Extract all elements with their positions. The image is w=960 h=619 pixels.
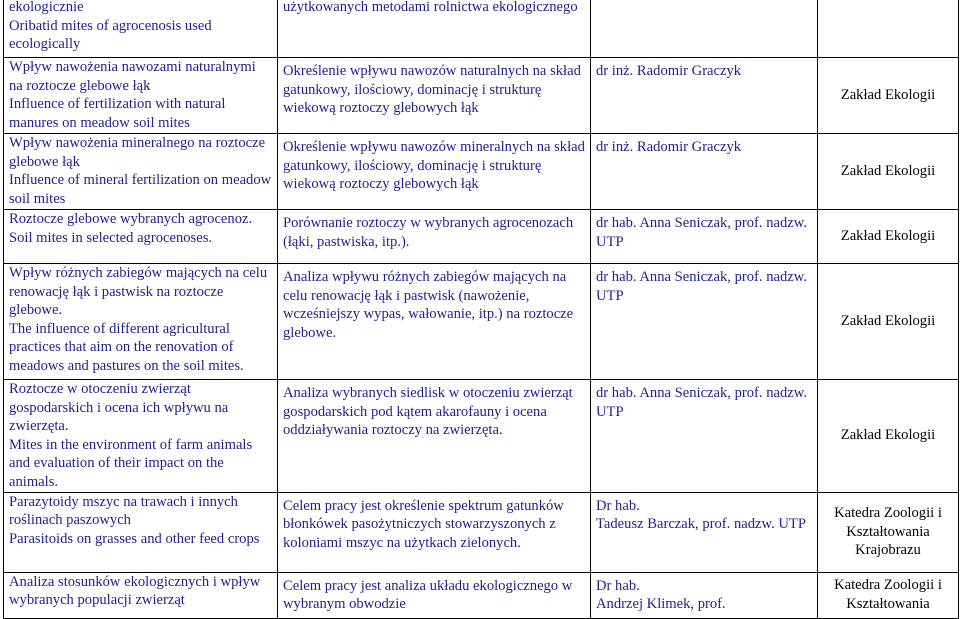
description-cell-line: użytkowanych metodami rolnictwa ekologicznego [283, 0, 578, 15]
topic-cell [4, 58, 278, 134]
topic-cell-line: Soil mites in selected agrocenoses. [9, 229, 213, 246]
table-row [4, 134, 959, 210]
topic-cell-line: ekologicznie [9, 0, 84, 15]
topic-cell [4, 380, 278, 493]
unit-cell [818, 134, 959, 210]
topic-cell [4, 492, 278, 572]
unit-name: Zakład Ekologii [840, 163, 936, 180]
table-row [4, 492, 959, 572]
topic-cell [4, 134, 278, 210]
supervisor-cell-line: dr hab. Anna Seniczak, prof. nadzw. UTP [596, 269, 807, 304]
description-cell-line: Określenie wpływu nawozów naturalnych na skład gatunkowy, ilościowy, dominację i strukturę wiekową roztoczy glebowych łąk [283, 63, 581, 117]
thesis-topics-table [3, 0, 959, 619]
table-body [4, 0, 959, 618]
unit-cell [818, 492, 959, 572]
description-cell [278, 492, 591, 572]
table-row [4, 0, 959, 58]
supervisor-cell [591, 210, 818, 264]
supervisor-cell [591, 58, 818, 134]
description-cell [278, 58, 591, 134]
supervisor-cell-line: dr hab. Anna Seniczak, prof. nadzw. UTP [596, 385, 807, 420]
topic-cell-line: Roztocze w otoczeniu zwierząt gospodarskich i ocena ich wpływu na zwierzęta. [9, 381, 229, 435]
supervisor-cell-line: dr inż. Radomir Graczyk [596, 63, 742, 79]
supervisor-cell-line: dr inż. Radomir Graczyk [596, 139, 742, 155]
unit-name: Zakład Ekologii [840, 427, 936, 444]
description-cell [278, 0, 591, 58]
topic-cell [4, 572, 278, 618]
description-cell-line: Celem pracy jest analiza układu ekologicznego w wybranym obwodzie [283, 577, 573, 613]
unit-name: Katedra Zoologii i Kształtowania Krajobrazu [834, 505, 942, 559]
supervisor-cell [591, 264, 818, 380]
unit-name: Zakład Ekologii [840, 313, 936, 330]
unit-cell [818, 380, 959, 493]
supervisor-cell [591, 492, 818, 572]
unit-name: Katedra Zoologii i Kształtowania [834, 577, 942, 613]
topic-cell [4, 210, 278, 264]
description-cell [278, 210, 591, 264]
unit-cell [818, 58, 959, 134]
description-cell-line: Celem pracy jest określenie spektrum gatunków błonkówek pasożytniczych stowarzyszonych z koloniami mszyc na użytkach zielonych. [283, 497, 564, 551]
supervisor-cell-line: dr hab. Anna Seniczak, prof. nadzw. UTP [596, 215, 807, 250]
table-row [4, 210, 959, 264]
topic-cell-line: Parasitoids on grasses and other feed crops [9, 530, 260, 547]
topic-cell-line: Oribatid mites of agrocenosis used ecologically [9, 17, 212, 53]
topic-cell-line: Influence of fertilization with natural manures on meadow soil mites [9, 96, 226, 131]
table-row [4, 58, 959, 134]
description-cell-line: Określenie wpływu nawozów mineralnych na skład gatunkowy, ilościowy, dominację i strukturę wiekową roztoczy glebowych łąk [283, 139, 585, 193]
table-row [4, 380, 959, 493]
supervisor-cell [591, 134, 818, 210]
unit-cell [818, 264, 959, 380]
topic-cell-line: Parazytoidy mszyc na trawach i innych roślinach paszowych [9, 493, 238, 529]
supervisor-cell [591, 0, 818, 58]
description-cell [278, 264, 591, 380]
supervisor-cell-line: Tadeusz Barczak, prof. nadzw. UTP [596, 516, 806, 533]
supervisor-cell [591, 380, 818, 493]
supervisor-cell-line: Dr hab. [596, 497, 640, 514]
topic-cell-line: Roztocze glebowe wybranych agrocenoz. [9, 211, 253, 227]
topic-cell-line: Influence of mineral fertilization on meadow soil mites [9, 172, 272, 207]
description-cell [278, 380, 591, 493]
topic-cell [4, 0, 278, 58]
unit-cell [818, 210, 959, 264]
table-row [4, 264, 959, 380]
description-cell-line: Analiza wpływu różnych zabiegów mających na celu renowację łąk i pastwisk (nawożenie, wcześniejszy wypas, wałowanie, itp.) na roztocze glebowe. [283, 269, 574, 341]
description-cell [278, 572, 591, 618]
supervisor-cell [591, 572, 818, 618]
supervisor-cell-line: Dr hab. [596, 577, 640, 594]
description-cell-line: Porównanie roztoczy w wybranych agrocenozach (łąki, pastwiska, itp.). [283, 215, 574, 250]
table-row [4, 572, 959, 618]
topic-cell-line: Analiza stosunków ekologicznych i wpływ wybranych populacji zwierząt [9, 573, 261, 609]
unit-cell [818, 572, 959, 618]
topic-cell-line: Wpływ różnych zabiegów mających na celu renowację łąk i pastwisk na roztocze glebowe. [9, 265, 268, 319]
topic-cell-line: Wpływ nawożenia nawozami naturalnymi na roztocze glebowe łąk [9, 59, 256, 94]
supervisor-cell-line: Andrzej Klimek, prof. [596, 596, 726, 613]
description-cell-line: Analiza wybranych siedlisk w otoczeniu zwierząt gospodarskich pod kątem akarofauny i ocena oddziaływania roztoczy na zwierzęta. [283, 385, 573, 439]
unit-name: Zakład Ekologii [840, 228, 936, 245]
topic-cell-line: Mites in the environment of farm animals and evaluation of their impact on the animals. [9, 436, 253, 490]
unit-cell [818, 0, 959, 58]
unit-name: Zakład Ekologii [840, 87, 936, 104]
description-cell [278, 134, 591, 210]
topic-cell-line: Wpływ nawożenia mineralnego na roztocze glebowe łąk [9, 135, 266, 170]
topic-cell-line: The influence of different agricultural practices that aim on the renovation of meadows and pastures on the soil mites. [9, 320, 244, 374]
topic-cell [4, 264, 278, 380]
